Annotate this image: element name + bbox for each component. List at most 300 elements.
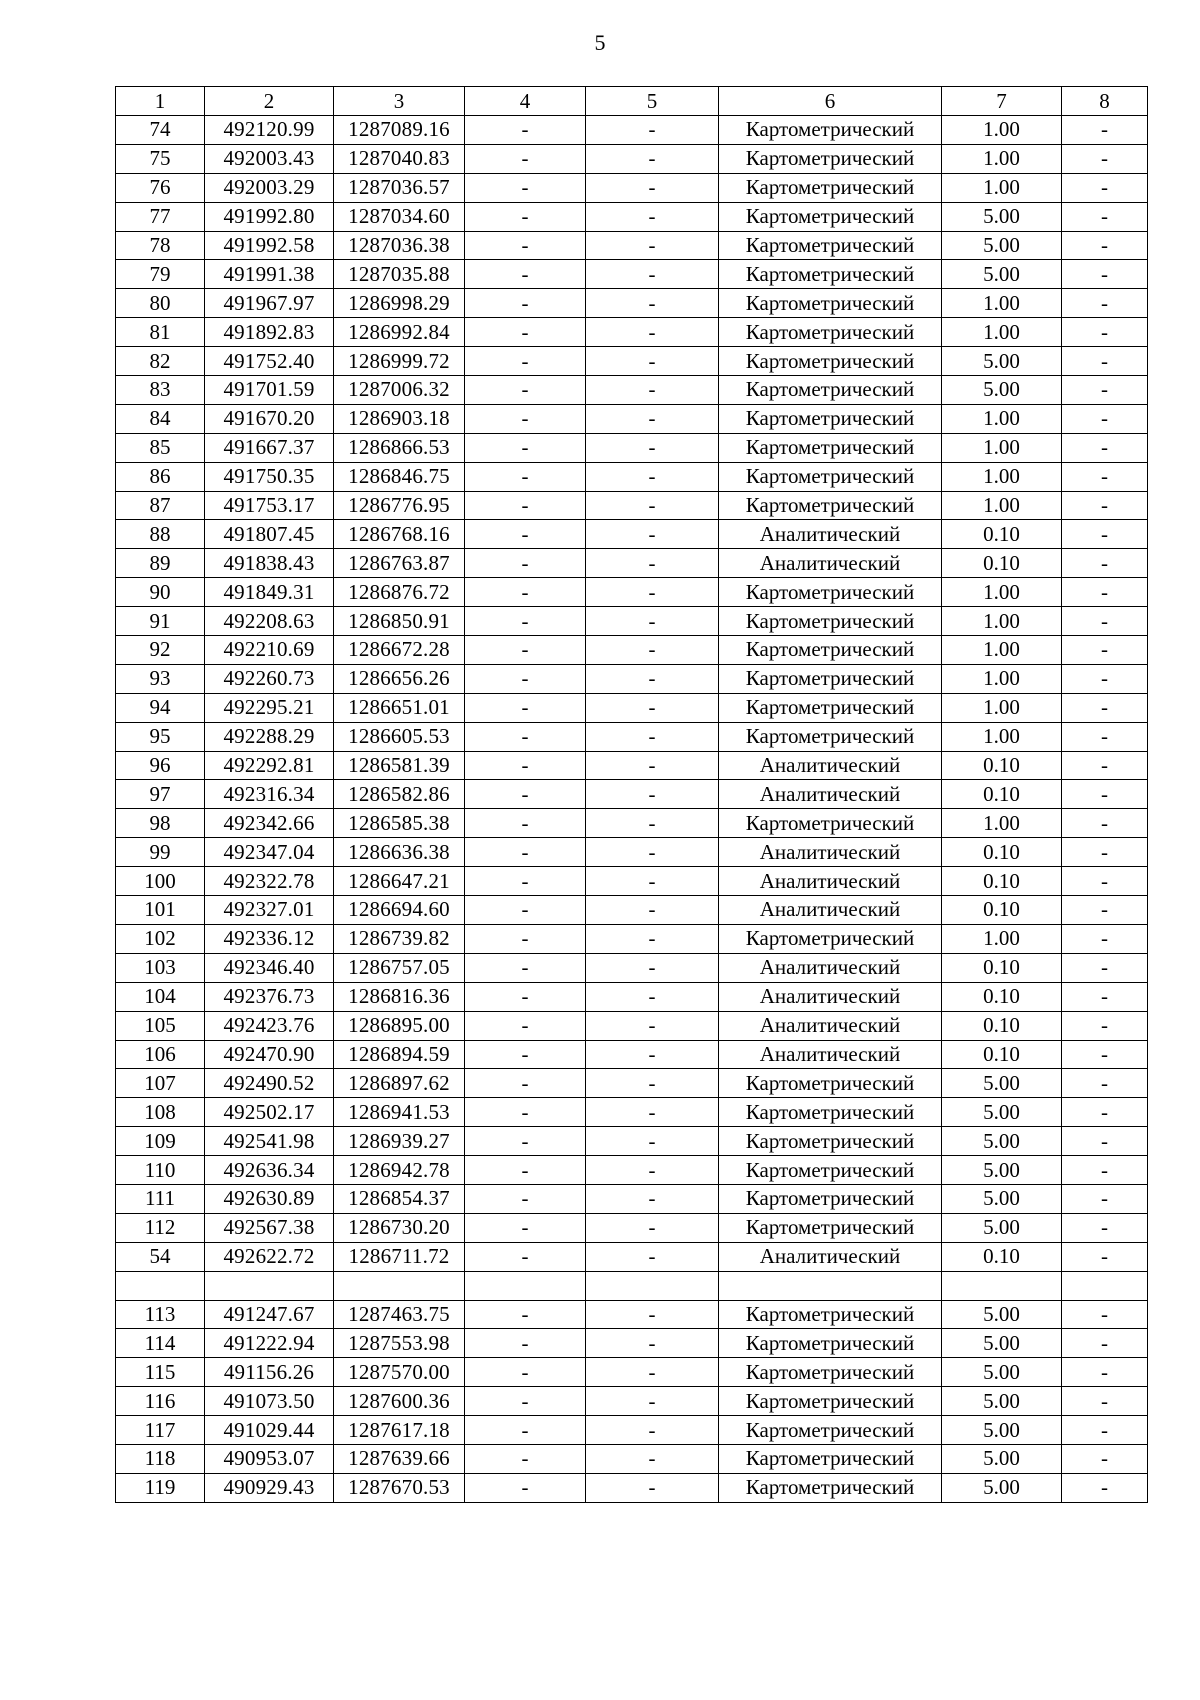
table-row — [116, 982, 1148, 1011]
y-coordinate-cell: 1287034.60 — [334, 202, 465, 231]
col-8-cell: - — [1062, 578, 1148, 607]
point-number-cell: 117 — [116, 1416, 205, 1445]
accuracy-cell: 5.00 — [942, 202, 1062, 231]
col-4-cell: - — [465, 1444, 586, 1473]
table-row — [116, 1040, 1148, 1069]
col-8-cell: - — [1062, 1069, 1148, 1098]
method-cell: Картометрический — [719, 289, 942, 318]
col-4-cell: - — [465, 1358, 586, 1387]
col-5-cell: - — [586, 173, 719, 202]
table-row — [116, 173, 1148, 202]
method-cell: Аналитический — [719, 520, 942, 549]
col-4-cell: - — [465, 173, 586, 202]
accuracy-cell — [942, 1271, 1062, 1300]
method-cell: Картометрический — [719, 1213, 942, 1242]
col-4-cell: - — [465, 953, 586, 982]
point-number-cell: 96 — [116, 751, 205, 780]
table-row — [116, 636, 1148, 665]
col-4-cell: - — [465, 260, 586, 289]
y-coordinate-cell: 1286903.18 — [334, 404, 465, 433]
x-coordinate-cell — [205, 1271, 334, 1300]
x-coordinate-cell: 492376.73 — [205, 982, 334, 1011]
page-number: 5 — [594, 30, 606, 55]
accuracy-cell: 5.00 — [942, 1387, 1062, 1416]
x-coordinate-cell: 491753.17 — [205, 491, 334, 520]
method-cell: Картометрический — [719, 607, 942, 636]
point-number-cell: 99 — [116, 838, 205, 867]
table-row — [116, 780, 1148, 809]
col-4-cell: - — [465, 838, 586, 867]
x-coordinate-cell: 492322.78 — [205, 867, 334, 896]
col-5-cell: - — [586, 376, 719, 405]
point-number-cell: 54 — [116, 1242, 205, 1271]
y-coordinate-cell: 1286942.78 — [334, 1156, 465, 1185]
method-cell: Картометрический — [719, 1156, 942, 1185]
y-coordinate-cell: 1286939.27 — [334, 1127, 465, 1156]
column-header-6: 6 — [719, 87, 942, 116]
point-number-cell: 111 — [116, 1184, 205, 1213]
x-coordinate-cell: 492622.72 — [205, 1242, 334, 1271]
col-4-cell: - — [465, 144, 586, 173]
point-number-cell: 80 — [116, 289, 205, 318]
x-coordinate-cell: 492120.99 — [205, 116, 334, 145]
col-8-cell: - — [1062, 1213, 1148, 1242]
table-row — [116, 318, 1148, 347]
x-coordinate-cell: 491992.58 — [205, 231, 334, 260]
x-coordinate-cell: 491849.31 — [205, 578, 334, 607]
col-5-cell: - — [586, 231, 719, 260]
col-5-cell: - — [586, 1300, 719, 1329]
x-coordinate-cell: 492003.43 — [205, 144, 334, 173]
table-row — [116, 838, 1148, 867]
col-4-cell: - — [465, 751, 586, 780]
accuracy-cell: 5.00 — [942, 231, 1062, 260]
x-coordinate-cell: 491247.67 — [205, 1300, 334, 1329]
y-coordinate-cell: 1286581.39 — [334, 751, 465, 780]
column-header-4: 4 — [465, 87, 586, 116]
point-number-cell: 102 — [116, 924, 205, 953]
y-coordinate-cell: 1286711.72 — [334, 1242, 465, 1271]
table-header-row — [116, 87, 1148, 116]
col-4-cell — [465, 1271, 586, 1300]
x-coordinate-cell: 492260.73 — [205, 664, 334, 693]
y-coordinate-cell: 1287463.75 — [334, 1300, 465, 1329]
col-4-cell: - — [465, 549, 586, 578]
col-4-cell: - — [465, 116, 586, 145]
accuracy-cell: 1.00 — [942, 693, 1062, 722]
col-5-cell: - — [586, 1069, 719, 1098]
col-8-cell: - — [1062, 924, 1148, 953]
col-8-cell: - — [1062, 1011, 1148, 1040]
col-8-cell: - — [1062, 1184, 1148, 1213]
method-cell: Картометрический — [719, 202, 942, 231]
accuracy-cell: 0.10 — [942, 549, 1062, 578]
col-8-cell: - — [1062, 664, 1148, 693]
method-cell: Картометрический — [719, 1329, 942, 1358]
col-5-cell: - — [586, 1156, 719, 1185]
col-8-cell: - — [1062, 1329, 1148, 1358]
col-5-cell: - — [586, 1473, 719, 1502]
method-cell: Картометрический — [719, 231, 942, 260]
method-cell: Картометрический — [719, 1358, 942, 1387]
col-8-cell: - — [1062, 231, 1148, 260]
accuracy-cell: 0.10 — [942, 1011, 1062, 1040]
table-row — [116, 1242, 1148, 1271]
col-5-cell: - — [586, 1213, 719, 1242]
col-5-cell: - — [586, 549, 719, 578]
table-row — [116, 1329, 1148, 1358]
table-row — [116, 578, 1148, 607]
method-cell: Картометрический — [719, 491, 942, 520]
x-coordinate-cell: 492502.17 — [205, 1098, 334, 1127]
col-5-cell: - — [586, 433, 719, 462]
table-row — [116, 1011, 1148, 1040]
col-5-cell: - — [586, 780, 719, 809]
accuracy-cell: 5.00 — [942, 1127, 1062, 1156]
col-5-cell: - — [586, 1242, 719, 1271]
col-5-cell: - — [586, 607, 719, 636]
point-number-cell: 101 — [116, 896, 205, 925]
accuracy-cell: 1.00 — [942, 173, 1062, 202]
method-cell: Картометрический — [719, 404, 942, 433]
col-4-cell: - — [465, 722, 586, 751]
x-coordinate-cell: 492636.34 — [205, 1156, 334, 1185]
accuracy-cell: 5.00 — [942, 1156, 1062, 1185]
table-row — [116, 260, 1148, 289]
col-4-cell: - — [465, 433, 586, 462]
col-5-cell: - — [586, 636, 719, 665]
accuracy-cell: 1.00 — [942, 924, 1062, 953]
table-row — [116, 289, 1148, 318]
accuracy-cell: 0.10 — [942, 896, 1062, 925]
method-cell: Картометрический — [719, 1300, 942, 1329]
col-8-cell: - — [1062, 260, 1148, 289]
x-coordinate-cell: 492208.63 — [205, 607, 334, 636]
accuracy-cell: 1.00 — [942, 636, 1062, 665]
col-5-cell: - — [586, 982, 719, 1011]
x-coordinate-cell: 492541.98 — [205, 1127, 334, 1156]
col-5-cell: - — [586, 520, 719, 549]
col-5-cell: - — [586, 260, 719, 289]
method-cell: Картометрический — [719, 636, 942, 665]
col-4-cell: - — [465, 1473, 586, 1502]
col-8-cell: - — [1062, 1242, 1148, 1271]
col-4-cell: - — [465, 1127, 586, 1156]
point-number-cell: 77 — [116, 202, 205, 231]
y-coordinate-cell: 1286656.26 — [334, 664, 465, 693]
accuracy-cell: 1.00 — [942, 664, 1062, 693]
y-coordinate-cell: 1287639.66 — [334, 1444, 465, 1473]
method-cell: Картометрический — [719, 1069, 942, 1098]
accuracy-cell: 0.10 — [942, 520, 1062, 549]
col-5-cell: - — [586, 202, 719, 231]
y-coordinate-cell: 1286605.53 — [334, 722, 465, 751]
y-coordinate-cell: 1286897.62 — [334, 1069, 465, 1098]
col-8-cell: - — [1062, 607, 1148, 636]
y-coordinate-cell: 1286876.72 — [334, 578, 465, 607]
y-coordinate-cell: 1287670.53 — [334, 1473, 465, 1502]
method-cell: Картометрический — [719, 116, 942, 145]
method-cell: Картометрический — [719, 144, 942, 173]
y-coordinate-cell: 1286757.05 — [334, 953, 465, 982]
x-coordinate-cell: 492423.76 — [205, 1011, 334, 1040]
table-row — [116, 1271, 1148, 1300]
y-coordinate-cell — [334, 1271, 465, 1300]
y-coordinate-cell: 1286651.01 — [334, 693, 465, 722]
accuracy-cell: 5.00 — [942, 1329, 1062, 1358]
col-5-cell: - — [586, 318, 719, 347]
table-row — [116, 693, 1148, 722]
col-4-cell: - — [465, 924, 586, 953]
col-5-cell: - — [586, 404, 719, 433]
col-5-cell: - — [586, 144, 719, 173]
x-coordinate-cell: 492630.89 — [205, 1184, 334, 1213]
col-8-cell: - — [1062, 318, 1148, 347]
x-coordinate-cell: 491156.26 — [205, 1358, 334, 1387]
accuracy-cell: 0.10 — [942, 982, 1062, 1011]
point-number-cell: 116 — [116, 1387, 205, 1416]
col-4-cell: - — [465, 664, 586, 693]
method-cell: Картометрический — [719, 260, 942, 289]
col-8-cell: - — [1062, 896, 1148, 925]
table-row — [116, 462, 1148, 491]
point-number-cell: 83 — [116, 376, 205, 405]
col-8-cell: - — [1062, 1416, 1148, 1445]
method-cell: Картометрический — [719, 1184, 942, 1213]
point-number-cell: 82 — [116, 347, 205, 376]
point-number-cell: 97 — [116, 780, 205, 809]
y-coordinate-cell: 1286941.53 — [334, 1098, 465, 1127]
col-5-cell: - — [586, 722, 719, 751]
x-coordinate-cell: 491029.44 — [205, 1416, 334, 1445]
col-5-cell: - — [586, 693, 719, 722]
method-cell: Картометрический — [719, 173, 942, 202]
col-8-cell: - — [1062, 462, 1148, 491]
point-number-cell: 110 — [116, 1156, 205, 1185]
point-number-cell: 75 — [116, 144, 205, 173]
y-coordinate-cell: 1286582.86 — [334, 780, 465, 809]
method-cell: Аналитический — [719, 838, 942, 867]
x-coordinate-cell: 492292.81 — [205, 751, 334, 780]
x-coordinate-cell: 492342.66 — [205, 809, 334, 838]
x-coordinate-cell: 491667.37 — [205, 433, 334, 462]
column-header-8: 8 — [1062, 87, 1148, 116]
point-number-cell: 118 — [116, 1444, 205, 1473]
col-8-cell: - — [1062, 549, 1148, 578]
accuracy-cell: 5.00 — [942, 1300, 1062, 1329]
table-row — [116, 202, 1148, 231]
method-cell: Картометрический — [719, 664, 942, 693]
col-8-cell: - — [1062, 491, 1148, 520]
col-5-cell: - — [586, 924, 719, 953]
col-8-cell: - — [1062, 520, 1148, 549]
point-number-cell: 108 — [116, 1098, 205, 1127]
method-cell: Аналитический — [719, 751, 942, 780]
point-number-cell: 119 — [116, 1473, 205, 1502]
col-5-cell: - — [586, 1127, 719, 1156]
y-coordinate-cell: 1287600.36 — [334, 1387, 465, 1416]
table-row — [116, 1156, 1148, 1185]
x-coordinate-cell: 491838.43 — [205, 549, 334, 578]
col-8-cell: - — [1062, 347, 1148, 376]
x-coordinate-cell: 491222.94 — [205, 1329, 334, 1358]
point-number-cell: 105 — [116, 1011, 205, 1040]
col-8-cell: - — [1062, 1444, 1148, 1473]
point-number-cell: 87 — [116, 491, 205, 520]
x-coordinate-cell: 491701.59 — [205, 376, 334, 405]
table-body — [116, 87, 1148, 1503]
accuracy-cell: 5.00 — [942, 1444, 1062, 1473]
point-number-cell: 84 — [116, 404, 205, 433]
method-cell: Картометрический — [719, 1127, 942, 1156]
col-4-cell: - — [465, 896, 586, 925]
point-number-cell: 78 — [116, 231, 205, 260]
table-row — [116, 1184, 1148, 1213]
point-number-cell: 114 — [116, 1329, 205, 1358]
method-cell — [719, 1271, 942, 1300]
point-number-cell: 112 — [116, 1213, 205, 1242]
accuracy-cell: 1.00 — [942, 607, 1062, 636]
method-cell: Картометрический — [719, 578, 942, 607]
method-cell: Картометрический — [719, 1098, 942, 1127]
method-cell: Картометрический — [719, 1416, 942, 1445]
accuracy-cell: 0.10 — [942, 867, 1062, 896]
col-5-cell: - — [586, 1358, 719, 1387]
table-row — [116, 1387, 1148, 1416]
coordinates-table — [115, 86, 1148, 1503]
column-header-1: 1 — [116, 87, 205, 116]
y-coordinate-cell: 1286854.37 — [334, 1184, 465, 1213]
y-coordinate-cell: 1287617.18 — [334, 1416, 465, 1445]
table-row — [116, 520, 1148, 549]
x-coordinate-cell: 491992.80 — [205, 202, 334, 231]
col-8-cell: - — [1062, 751, 1148, 780]
accuracy-cell: 5.00 — [942, 376, 1062, 405]
col-4-cell: - — [465, 404, 586, 433]
x-coordinate-cell: 492327.01 — [205, 896, 334, 925]
point-number-cell: 93 — [116, 664, 205, 693]
y-coordinate-cell: 1286999.72 — [334, 347, 465, 376]
col-4-cell: - — [465, 693, 586, 722]
col-4-cell: - — [465, 376, 586, 405]
point-number-cell: 92 — [116, 636, 205, 665]
col-5-cell: - — [586, 867, 719, 896]
accuracy-cell: 1.00 — [942, 404, 1062, 433]
method-cell: Аналитический — [719, 549, 942, 578]
method-cell: Картометрический — [719, 347, 942, 376]
table-row — [116, 549, 1148, 578]
method-cell: Картометрический — [719, 433, 942, 462]
col-5-cell: - — [586, 578, 719, 607]
point-number-cell: 115 — [116, 1358, 205, 1387]
col-5-cell: - — [586, 462, 719, 491]
table-row — [116, 1358, 1148, 1387]
y-coordinate-cell: 1286846.75 — [334, 462, 465, 491]
col-5-cell — [586, 1271, 719, 1300]
accuracy-cell: 5.00 — [942, 1213, 1062, 1242]
col-8-cell: - — [1062, 636, 1148, 665]
table-row — [116, 433, 1148, 462]
col-4-cell: - — [465, 1213, 586, 1242]
y-coordinate-cell: 1286894.59 — [334, 1040, 465, 1069]
x-coordinate-cell: 490929.43 — [205, 1473, 334, 1502]
x-coordinate-cell: 492567.38 — [205, 1213, 334, 1242]
method-cell: Аналитический — [719, 1040, 942, 1069]
col-4-cell: - — [465, 520, 586, 549]
point-number-cell: 104 — [116, 982, 205, 1011]
table-row — [116, 607, 1148, 636]
x-coordinate-cell: 491750.35 — [205, 462, 334, 491]
x-coordinate-cell: 492336.12 — [205, 924, 334, 953]
x-coordinate-cell: 491670.20 — [205, 404, 334, 433]
y-coordinate-cell: 1287570.00 — [334, 1358, 465, 1387]
x-coordinate-cell: 491073.50 — [205, 1387, 334, 1416]
col-4-cell: - — [465, 491, 586, 520]
method-cell: Аналитический — [719, 982, 942, 1011]
col-8-cell: - — [1062, 173, 1148, 202]
method-cell: Картометрический — [719, 1387, 942, 1416]
point-number-cell: 81 — [116, 318, 205, 347]
col-8-cell: - — [1062, 1127, 1148, 1156]
method-cell: Картометрический — [719, 924, 942, 953]
accuracy-cell: 5.00 — [942, 260, 1062, 289]
col-4-cell: - — [465, 1300, 586, 1329]
y-coordinate-cell: 1286895.00 — [334, 1011, 465, 1040]
table-row — [116, 1069, 1148, 1098]
column-header-5: 5 — [586, 87, 719, 116]
col-5-cell: - — [586, 491, 719, 520]
point-number-cell: 85 — [116, 433, 205, 462]
col-4-cell: - — [465, 982, 586, 1011]
point-number-cell: 88 — [116, 520, 205, 549]
accuracy-cell: 5.00 — [942, 1358, 1062, 1387]
point-number-cell: 100 — [116, 867, 205, 896]
point-number-cell — [116, 1271, 205, 1300]
col-5-cell: - — [586, 1184, 719, 1213]
col-8-cell: - — [1062, 1098, 1148, 1127]
col-8-cell: - — [1062, 780, 1148, 809]
table-row — [116, 1098, 1148, 1127]
col-8-cell: - — [1062, 953, 1148, 982]
x-coordinate-cell: 492295.21 — [205, 693, 334, 722]
point-number-cell: 91 — [116, 607, 205, 636]
col-5-cell: - — [586, 1098, 719, 1127]
method-cell: Картометрический — [719, 462, 942, 491]
y-coordinate-cell: 1286739.82 — [334, 924, 465, 953]
col-4-cell: - — [465, 462, 586, 491]
method-cell: Аналитический — [719, 1242, 942, 1271]
accuracy-cell: 5.00 — [942, 1098, 1062, 1127]
col-8-cell: - — [1062, 433, 1148, 462]
point-number-cell: 113 — [116, 1300, 205, 1329]
col-8-cell: - — [1062, 838, 1148, 867]
x-coordinate-cell: 491892.83 — [205, 318, 334, 347]
table-row — [116, 924, 1148, 953]
x-coordinate-cell: 490953.07 — [205, 1444, 334, 1473]
col-4-cell: - — [465, 578, 586, 607]
point-number-cell: 90 — [116, 578, 205, 607]
table-row — [116, 896, 1148, 925]
col-8-cell: - — [1062, 116, 1148, 145]
table-row — [116, 1300, 1148, 1329]
y-coordinate-cell: 1286585.38 — [334, 809, 465, 838]
x-coordinate-cell: 492346.40 — [205, 953, 334, 982]
table-row — [116, 1127, 1148, 1156]
y-coordinate-cell: 1287035.88 — [334, 260, 465, 289]
x-coordinate-cell: 491991.38 — [205, 260, 334, 289]
col-8-cell: - — [1062, 289, 1148, 318]
method-cell: Аналитический — [719, 1011, 942, 1040]
